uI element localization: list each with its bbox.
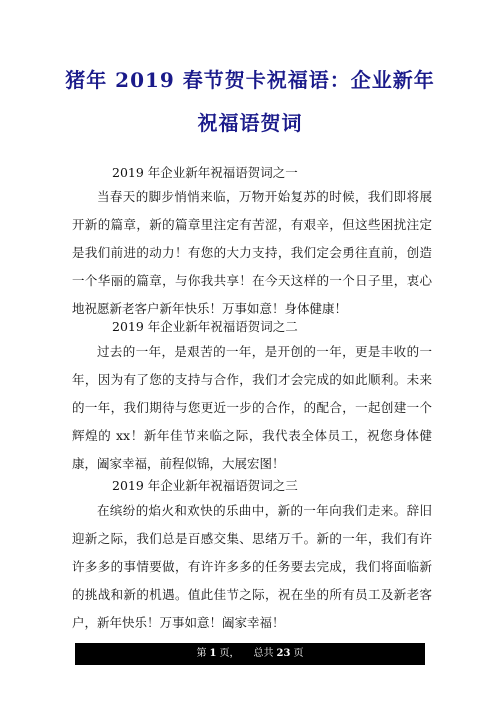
section-body-2: 过去的一年，是艰苦的一年，是开创的一年，更是丰收的一年，因为有了您的支持与合作，我们才会完成的如此顺利。未来的一年，我们期待与您更近一步的合作，的配合，一起创建一个辉煌的 xx！新年佳节来临之际，我代表全体员工，祝您身体健康，阖家幸福，前程似锦，大展宏图！ (72, 344, 432, 471)
footer-total-pages: 23 (276, 648, 291, 659)
footer-total-suffix: 页 (293, 648, 304, 659)
footer-total-prefix: 总共 (253, 648, 274, 659)
document-title-line-2: 祝福语贺词 (197, 111, 303, 135)
footer-separator: ， (229, 648, 240, 659)
footer-page-suffix: 页 (219, 648, 230, 659)
document-title-line-1: 猪年 2019 春节贺卡祝福语：企业新年 (65, 68, 435, 92)
section-heading-2: 2019 年企业新年祝福语贺词之二 (112, 319, 298, 334)
footer-page-number: 1 (209, 648, 217, 659)
section-body-1: 当春天的脚步悄悄来临，万物开始复苏的时候，我们即将展开新的篇章，新的篇章里注定有苦涩，有艰辛，但这些困扰注定是我们前进的动力！有您的大力支持，我们定会勇往直前，创造一个华丽的篇章，与你我共享！在今天这样的一个日子里，衷心地祝愿新老客户新年快乐！万事如意！身体健康！ (72, 189, 432, 316)
page-footer (75, 643, 425, 665)
section-heading-3: 2019 年企业新年祝福语贺词之三 (112, 478, 298, 493)
section-body-3: 在缤纷的焰火和欢快的乐曲中，新的一年向我们走来。辞旧迎新之际，我们总是百感交集、思绪万千。新的一年，我们有许许多多的事情要做，有许许多多的任务要去完成，我们将面临新的挑战和新的机遇。值此佳节之际，祝在坐的所有员工及新老客户，新年快乐！万事如意！阖家幸福！ (72, 503, 432, 630)
section-heading-1: 2019 年企业新年祝福语贺词之一 (112, 165, 298, 180)
footer-page-prefix: 第 (196, 648, 207, 659)
